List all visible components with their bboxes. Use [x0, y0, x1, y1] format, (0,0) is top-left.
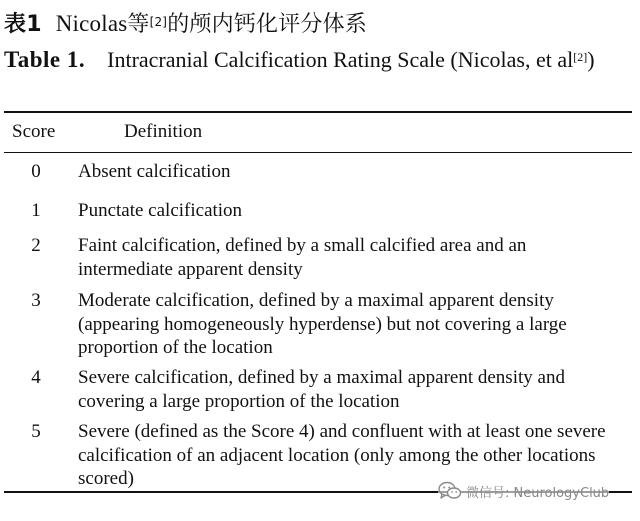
caption-en-close: ): [587, 47, 595, 72]
author-name: Nicolas: [55, 11, 128, 36]
wechat-icon: [438, 481, 462, 501]
header-definition: Definition: [124, 121, 203, 142]
table-caption-english: [4, 46, 636, 73]
row-definition: Severe (defined as the Score 4) and confluent with at least one severe calcification of an adjacent location (only among the other locations scored): [78, 421, 606, 489]
row-definition: Absent calcification: [78, 161, 231, 182]
table-header-rule: [4, 152, 632, 153]
reference-en: [2]: [573, 50, 588, 64]
deng-text: 等: [127, 12, 150, 37]
caption-en-text: Intracranial Calcification Rating Scale (Nicolas, et al: [107, 47, 574, 72]
header-score: Score: [12, 121, 56, 142]
watermark-text: 微信号: NeurologyClub: [466, 485, 610, 501]
table-caption-chinese: [4, 10, 367, 39]
row-score: 1: [31, 200, 41, 221]
row-definition: Punctate calcification: [78, 200, 243, 221]
row-score: 2: [31, 235, 41, 256]
table-label-en: Table 1.: [4, 47, 86, 72]
row-score: 0: [31, 161, 41, 182]
row-score: 3: [31, 290, 41, 311]
table-label-cn: 表1: [4, 12, 42, 37]
row-score: 4: [31, 367, 41, 388]
row-definition: Moderate calcification, defined by a maximal apparent density (appearing homogeneously hyperdense) but not covering a large proportion of the location: [78, 290, 567, 358]
table-top-rule: [4, 111, 632, 113]
reference-cn: [2]: [149, 15, 168, 29]
row-definition: Faint calcification, defined by a small calcified area and an intermediate apparent density: [78, 235, 527, 280]
caption-cn-text: 的颅内钙化评分体系: [167, 12, 368, 37]
row-definition: Severe calcification, defined by a maximal apparent density and covering a large proportion of the location: [78, 367, 565, 412]
row-score: 5: [31, 421, 41, 442]
wechat-watermark: [438, 480, 609, 502]
